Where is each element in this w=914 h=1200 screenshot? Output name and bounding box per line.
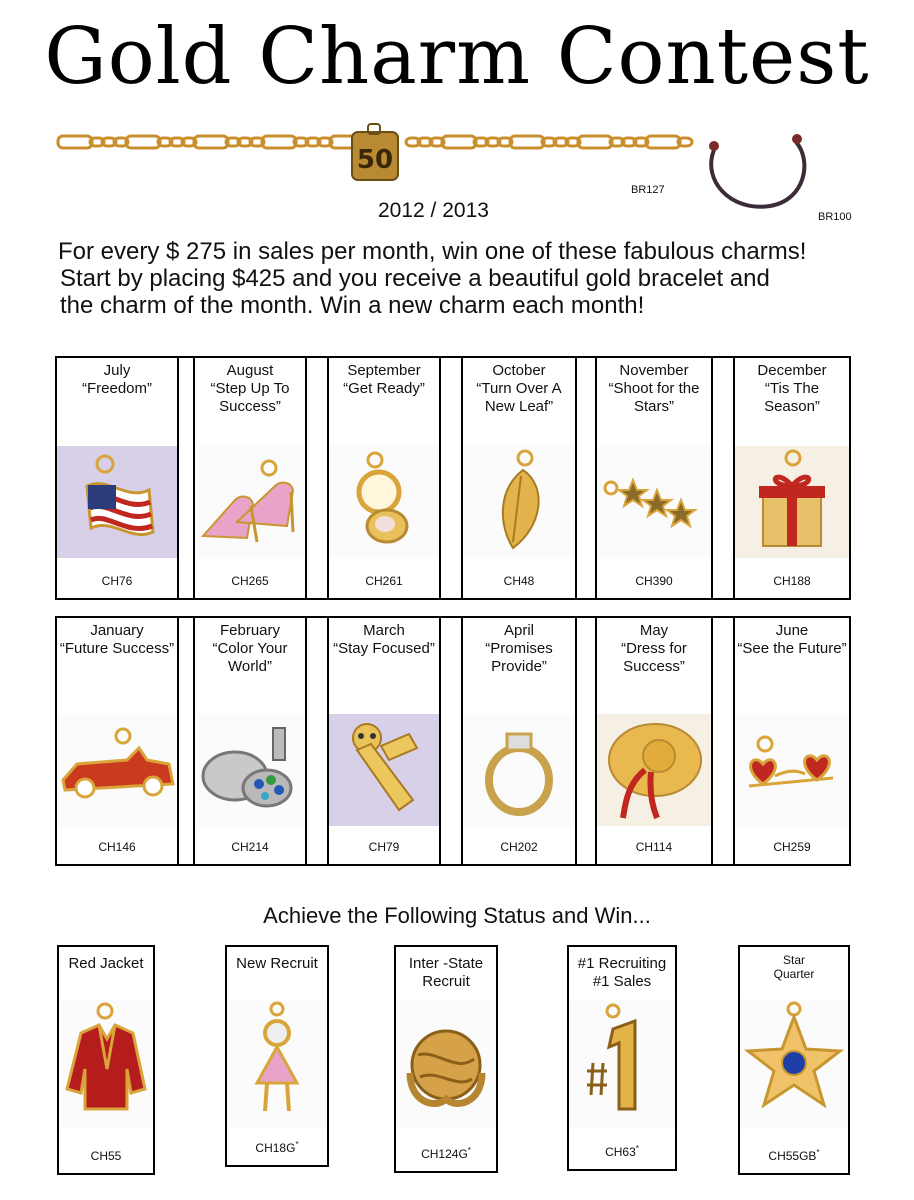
charm-name: “Tis The Season”	[764, 380, 820, 415]
charm-name: “Freedom”	[81, 380, 152, 397]
status-code: CH55GB*	[768, 1148, 820, 1163]
charm-card-march	[327, 618, 441, 864]
charm-code: CH76	[101, 574, 133, 588]
compact-charm-icon	[329, 446, 439, 558]
status-label: Star Quarter	[773, 953, 815, 981]
hat-charm-icon	[597, 714, 711, 826]
status-code: CH124G*	[421, 1146, 471, 1161]
charm-name: “Get Ready”	[343, 380, 425, 397]
car-charm-icon	[57, 714, 177, 826]
status-label: New Recruit	[236, 955, 318, 972]
status-card-new-recruit	[225, 945, 329, 1167]
charm-card-february	[193, 618, 307, 864]
status-label: Inter -State Recruit	[408, 955, 484, 990]
high-heels-charm-icon	[195, 446, 305, 558]
charm-code: CH259	[773, 840, 811, 854]
charm-code: CH261	[365, 574, 403, 588]
chain-link	[262, 136, 296, 148]
gold-bracelet-image	[54, 118, 694, 190]
achieve-heading: Achieve the Following Status and Win...	[263, 903, 651, 928]
charm-month: August	[226, 362, 274, 379]
charm-name: “Step Up To Success”	[210, 380, 290, 415]
ring-charm-icon	[463, 714, 575, 826]
chain-link	[194, 136, 228, 148]
monthly-charms-row-1	[55, 356, 851, 600]
charm-month: October	[492, 362, 546, 379]
flag-charm-icon	[57, 446, 177, 558]
bracelet-badge: 50	[356, 145, 394, 175]
charm-month: March	[363, 622, 405, 639]
contest-year: 2012 / 2013	[378, 199, 489, 222]
charm-month: April	[503, 622, 534, 639]
charm-name: “Stay Focused”	[333, 640, 435, 657]
intro-line-3: the charm of the month. Win a new charm each month!	[60, 292, 645, 319]
charm-code: CH202	[500, 840, 538, 854]
status-card-number-one	[567, 945, 677, 1171]
charm-code: CH48	[503, 574, 535, 588]
status-card-star-quarter	[738, 945, 850, 1175]
charm-month: February	[219, 622, 281, 639]
chain-link	[578, 136, 612, 148]
star-charm-icon	[740, 999, 848, 1129]
charm-name: “Promises Provide”	[485, 640, 553, 675]
intro-line-1: For every $ 275 in sales per month, win one of these fabulous charms!	[58, 238, 807, 265]
charm-name: “Turn Over A New Leaf”	[476, 380, 562, 415]
charm-card-july	[57, 358, 179, 598]
charm-code: CH79	[368, 840, 400, 854]
intro-line-2: Start by placing $425 and you receive a beautiful gold bracelet and	[60, 265, 770, 292]
gift-charm-icon	[735, 446, 849, 558]
status-label: #1 Recruiting #1 Sales	[577, 955, 667, 990]
palette-charm-icon	[195, 714, 305, 826]
charm-month: September	[347, 362, 421, 379]
status-code: CH55	[90, 1149, 122, 1163]
status-card-red-jacket	[57, 945, 155, 1175]
number-one-charm-icon	[569, 999, 675, 1129]
bear-charm-icon	[329, 714, 439, 826]
charm-code: CH114	[635, 840, 673, 854]
girl-charm-icon	[227, 999, 327, 1129]
charm-month: November	[619, 362, 689, 379]
intro-text	[58, 238, 878, 319]
chain-link	[126, 136, 160, 148]
charm-code: CH146	[98, 840, 136, 854]
charm-month: May	[639, 622, 669, 639]
charm-card-november	[595, 358, 713, 598]
chain-link	[646, 136, 680, 148]
bracelet-code: BR127	[631, 184, 665, 196]
chain-link	[58, 136, 92, 148]
charm-name: “Future Success”	[59, 640, 175, 657]
charm-card-september	[327, 358, 441, 598]
charm-card-april	[461, 618, 577, 864]
charm-card-june	[733, 618, 849, 864]
chain-link	[510, 136, 544, 148]
glasses-charm-icon	[735, 714, 849, 826]
charm-code: CH188	[773, 574, 811, 588]
status-card-inter-state-recruit	[394, 945, 498, 1173]
charm-month: June	[775, 622, 809, 639]
charm-code: CH265	[231, 574, 269, 588]
charm-month: July	[103, 362, 131, 379]
charm-name: “Dress for Success”	[621, 640, 687, 675]
status-label: Red Jacket	[68, 955, 144, 972]
charm-name: “See the Future”	[737, 640, 847, 657]
globe-hands-charm-icon	[396, 999, 496, 1129]
chain-link	[442, 136, 476, 148]
charm-card-december	[733, 358, 849, 598]
charm-name: “Color Your World”	[212, 640, 288, 675]
charm-card-may	[595, 618, 713, 864]
leaf-charm-icon	[463, 446, 575, 558]
charm-card-january	[57, 618, 179, 864]
charm-code: CH214	[231, 840, 269, 854]
charm-month: December	[757, 362, 827, 379]
bangle-bracelet-image	[700, 120, 818, 212]
jacket-charm-icon	[59, 999, 153, 1129]
bangle-code: BR100	[818, 211, 852, 223]
status-code: CH63*	[605, 1144, 639, 1159]
status-code: CH18G*	[255, 1140, 299, 1155]
charm-card-august	[193, 358, 307, 598]
monthly-charms-row-2	[55, 616, 851, 866]
charm-month: January	[90, 622, 144, 639]
stars-charm-icon	[597, 446, 711, 558]
charm-code: CH390	[635, 574, 673, 588]
page-title: Gold Charm Contest	[44, 12, 870, 102]
charm-name: “Shoot for the Stars”	[608, 380, 700, 415]
charm-card-october	[461, 358, 577, 598]
